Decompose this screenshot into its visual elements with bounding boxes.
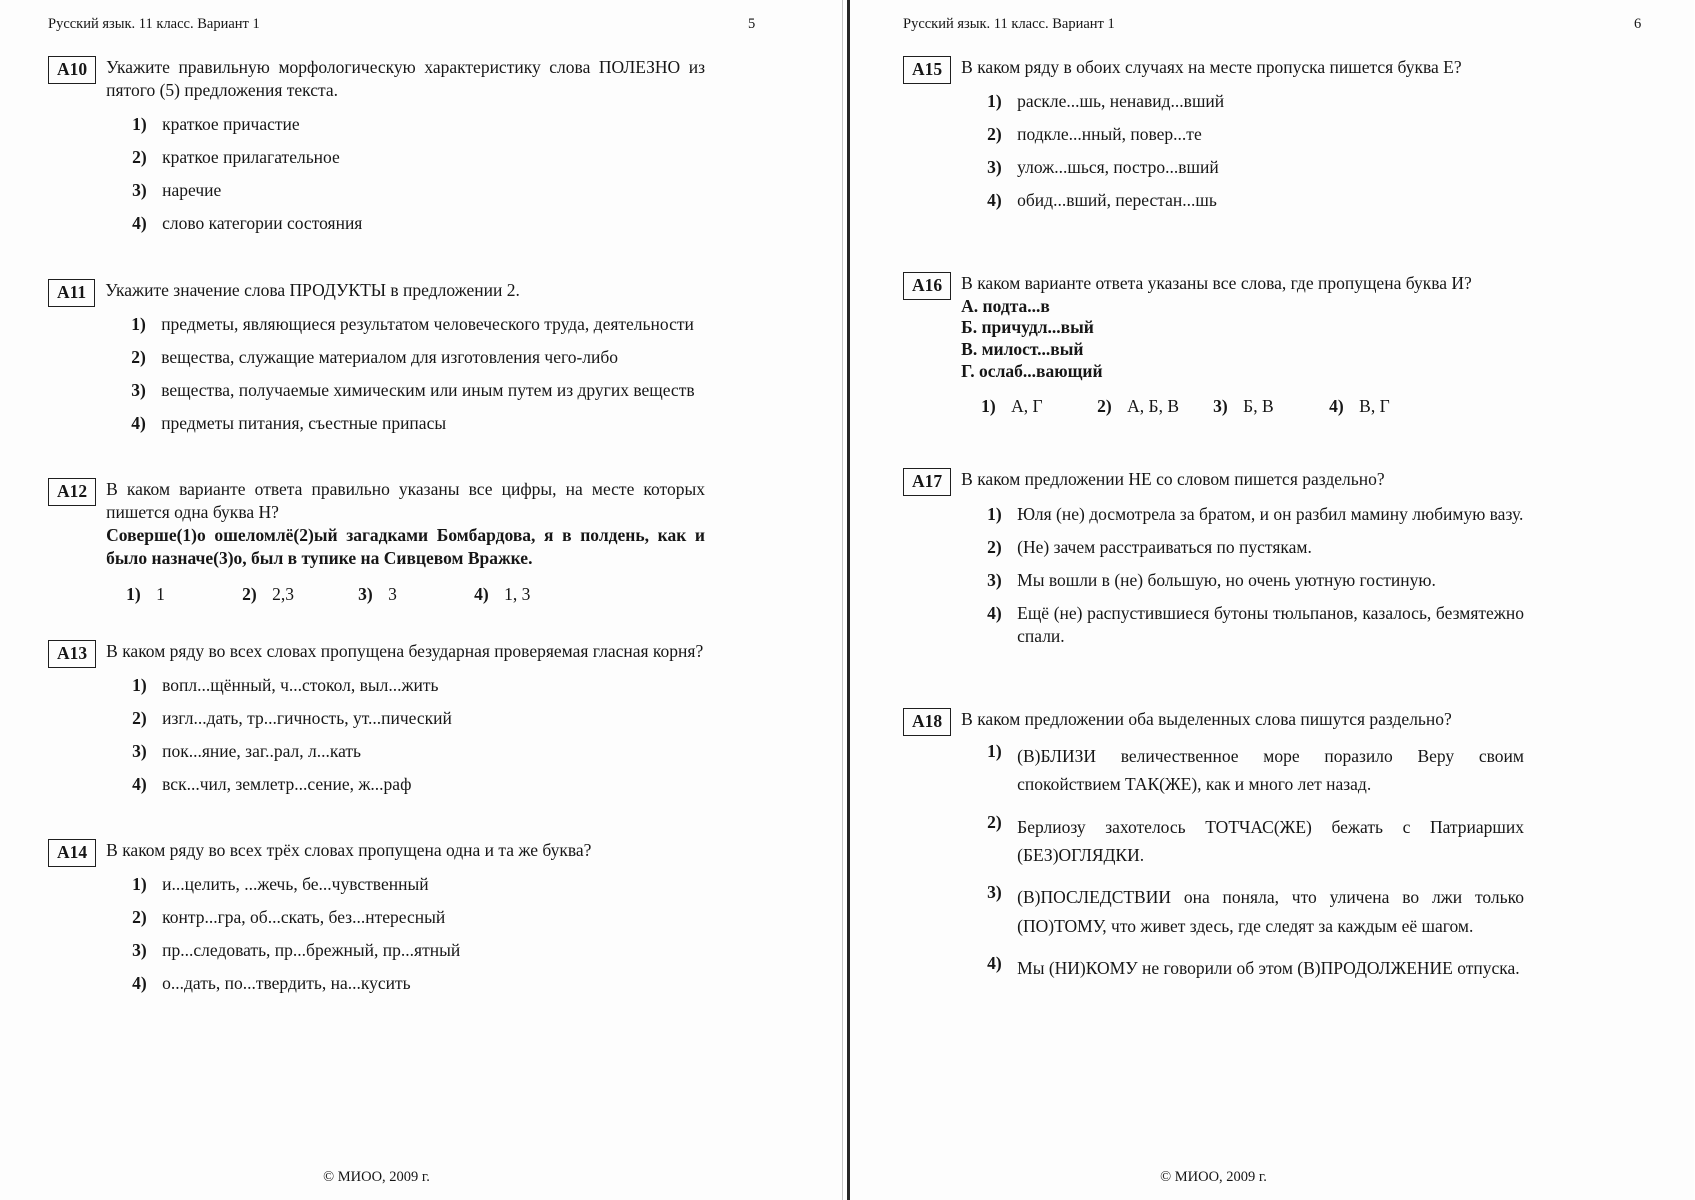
page-number: 5: [748, 16, 756, 32]
page: [0, 0, 843, 1200]
answer-option: [987, 602, 1524, 648]
option-text: вещества, служащие материалом для изготовления чего-либо: [161, 346, 619, 367]
question-block: [903, 708, 1524, 997]
question-id-badge: A10: [48, 56, 96, 84]
question-text: В каком варианте ответа правильно указаны все цифры, на месте которых пишется одна буква Н?: [106, 479, 705, 523]
option-number: 1): [132, 674, 147, 695]
question-text: В каком ряду во всех словах пропущена безударная проверяемая гласная корня?: [106, 640, 704, 661]
options-list: [981, 395, 1524, 418]
option-text: А, Г: [1011, 396, 1043, 417]
question-body: [106, 56, 705, 246]
page-footer: © МИОО, 2009 г.: [1160, 1169, 1267, 1185]
page-content: [48, 16, 756, 1005]
option-text: В, Г: [1359, 396, 1390, 417]
page-header-title: Русский язык. 11 класс. Вариант 1: [903, 16, 1115, 32]
option-text: предметы, являющиеся результатом человеческого труда, деятельности: [161, 313, 694, 334]
question-body: [961, 56, 1524, 222]
question-id-badge: A14: [48, 839, 96, 867]
letter-choices: [961, 296, 1524, 383]
answer-option: [131, 346, 705, 369]
page-footer: © МИОО, 2009 г.: [323, 1169, 430, 1185]
option-number: 3): [987, 569, 1002, 590]
answer-option: [1329, 395, 1390, 418]
option-text: 2,3: [272, 584, 295, 605]
option-number: 4): [1329, 396, 1344, 417]
option-number: 4): [131, 412, 146, 433]
option-number: 2): [242, 584, 257, 605]
question-text: Укажите правильную морфологическую характеристику слова ПОЛЕЗНО из пятого (5) предложения текста.: [106, 57, 705, 101]
answer-option: [987, 156, 1524, 179]
answer-option: [987, 90, 1524, 113]
answer-option: [987, 536, 1524, 559]
option-text: Мы вошли в (не) большую, но очень уютную гостиную.: [1017, 569, 1436, 590]
option-text: вск...чил, землетр...сение, ж...раф: [162, 773, 412, 794]
option-number: 2): [132, 907, 147, 928]
option-number: 4): [132, 773, 147, 794]
option-number: 1): [987, 503, 1002, 524]
option-text: 1: [156, 584, 165, 605]
option-number: 2): [987, 811, 1002, 832]
option-number: 1): [126, 584, 141, 605]
answer-option: [132, 773, 705, 796]
option-text: вещества, получаемые химическим или иным путем из других веществ: [161, 379, 695, 400]
options-list: [106, 674, 705, 796]
question-body: [961, 468, 1524, 658]
option-text: Б, В: [1243, 396, 1274, 417]
answer-option: [1097, 395, 1213, 418]
option-number: 4): [987, 602, 1002, 623]
question-block: [48, 56, 705, 246]
option-number: 1): [132, 114, 147, 135]
question-id-badge: A13: [48, 640, 96, 668]
option-number: 3): [132, 740, 147, 761]
options-list: [126, 583, 705, 606]
option-text: улож...шься, постро...вший: [1017, 157, 1219, 178]
answer-option: [987, 813, 1524, 870]
page-header: [903, 16, 1642, 36]
option-number: 3): [987, 882, 1002, 903]
question-text: В каком предложении оба выделенных слова пишутся раздельно?: [961, 708, 1452, 729]
options-list: [105, 313, 705, 435]
option-number: 3): [131, 379, 146, 400]
question-body: [961, 272, 1524, 418]
question-bold-sentence: Соверше(1)о ошеломлё(2)ый загадками Бомбардова, я в полдень, как и было назначе(3)о, был в тупике на Сивцевом Вражке.: [106, 525, 705, 569]
options-list: [961, 742, 1524, 982]
letter-item: Г. ослаб...вающий: [961, 360, 1103, 381]
question-block: [903, 272, 1524, 418]
option-number: 2): [987, 124, 1002, 145]
option-number: 3): [132, 180, 147, 201]
answer-option: [132, 179, 705, 202]
letter-item: В. милост...вый: [961, 338, 1084, 359]
options-list: [106, 113, 705, 235]
question-block: [48, 640, 705, 806]
option-text: Мы (НИ)КОМУ не говорили об этом (В)ПРОДОЛЖЕНИЕ отпуска.: [1017, 958, 1520, 979]
question-id-badge: A11: [48, 279, 95, 307]
answer-option: [126, 583, 242, 606]
option-text: (В)ПОСЛЕДСТВИИ она поняла, что уличена во лжи только (ПО)ТОМУ, что живет здесь, где следят за каждым её шагом.: [1017, 887, 1524, 936]
answer-option: [987, 123, 1524, 146]
option-number: 1): [987, 741, 1002, 762]
answer-option: [131, 412, 705, 435]
option-number: 3): [987, 157, 1002, 178]
question-body: [961, 708, 1524, 997]
page-header-title: Русский язык. 11 класс. Вариант 1: [48, 16, 260, 32]
option-text: пр...следовать, пр...брежный, пр...ятный: [162, 940, 461, 961]
question-block: [903, 56, 1524, 222]
answer-option: [358, 583, 474, 606]
option-number: 4): [987, 953, 1002, 974]
option-text: контр...гра, об...скать, без...нтересный: [162, 907, 446, 928]
option-text: и...целить, ...жечь, бе...чувственный: [162, 874, 429, 895]
answer-option: [981, 395, 1097, 418]
option-number: 3): [358, 584, 373, 605]
option-text: о...дать, по...твердить, на...кусить: [162, 973, 411, 994]
answer-option: [132, 674, 705, 697]
answer-option: [131, 379, 705, 402]
question-text: В каком предложении НЕ со словом пишется раздельно?: [961, 469, 1385, 490]
option-text: А, Б, В: [1127, 396, 1179, 417]
answer-option: [132, 972, 705, 995]
question-id-badge: A18: [903, 708, 951, 736]
question-body: [106, 478, 705, 606]
question-body: [106, 839, 705, 1005]
question-text: В каком ряду во всех трёх словах пропущена одна и та же буква?: [106, 839, 592, 860]
answer-option: [132, 740, 705, 763]
answer-option: [474, 583, 530, 606]
option-number: 1): [132, 874, 147, 895]
letter-item: Б. причудл...вый: [961, 317, 1094, 338]
option-number: 2): [987, 536, 1002, 557]
answer-option: [131, 313, 705, 336]
option-text: вопл...щённый, ч...стокол, выл...жить: [162, 674, 439, 695]
answer-option: [242, 583, 358, 606]
option-number: 2): [1097, 396, 1112, 417]
question-id-badge: A16: [903, 272, 951, 300]
option-number: 1): [131, 313, 146, 334]
option-number: 4): [474, 584, 489, 605]
option-number: 2): [132, 707, 147, 728]
option-text: Берлиозу захотелось ТОТЧАС(ЖЕ) бежать с Патриарших (БЕЗ)ОГЛЯДКИ.: [1017, 816, 1524, 866]
question-text: В каком ряду в обоих случаях на месте пропуска пишется буква Е?: [961, 57, 1462, 77]
option-text: 1, 3: [504, 584, 531, 605]
question-block: [903, 468, 1524, 658]
question-text: В каком варианте ответа указаны все слова, где пропущена буква И?: [961, 273, 1472, 294]
questions-list: [903, 56, 1524, 996]
options-list: [961, 503, 1524, 648]
option-number: 3): [132, 940, 147, 961]
answer-option: [132, 939, 705, 962]
option-number: 1): [987, 91, 1002, 112]
option-text: раскле...шь, ненавид...вший: [1017, 91, 1225, 112]
options-list: [961, 90, 1524, 212]
letter-item: А. подта...в: [961, 295, 1050, 316]
option-number: 2): [132, 147, 147, 168]
question-id-badge: A17: [903, 468, 951, 496]
question-id-badge: A15: [903, 56, 951, 84]
answer-option: [987, 189, 1524, 212]
option-text: Юля (не) досмотрела за братом, и он разбил мамину любимую вазу.: [1017, 503, 1524, 524]
answer-option: [132, 212, 705, 235]
option-number: 4): [987, 190, 1002, 211]
answer-option: [1213, 395, 1329, 418]
option-number: 4): [132, 973, 147, 994]
answer-option: [987, 742, 1524, 799]
option-text: Ещё (не) распустившиеся бутоны тюльпанов, казалось, безмятежно спали.: [1017, 602, 1524, 646]
page-content: [903, 16, 1642, 996]
option-text: краткое прилагательное: [162, 147, 340, 168]
question-text: Укажите значение слова ПРОДУКТЫ в предложении 2.: [105, 279, 520, 300]
answer-option: [132, 906, 705, 929]
questions-list: [48, 56, 705, 1005]
answer-option: [132, 707, 705, 730]
option-number: 4): [132, 213, 147, 234]
answer-option: [132, 113, 705, 136]
question-body: [105, 279, 705, 445]
page-number: 6: [1634, 16, 1642, 32]
option-text: слово категории состояния: [162, 213, 363, 234]
option-number: 1): [981, 396, 996, 417]
option-text: обид...вший, перестан...шь: [1017, 190, 1217, 211]
page: [847, 0, 1694, 1200]
question-block: [48, 279, 705, 445]
answer-option: [987, 503, 1524, 526]
answer-option: [132, 873, 705, 896]
option-text: краткое причастие: [162, 114, 300, 135]
option-text: подкле...нный, повер...те: [1017, 124, 1202, 145]
option-number: 2): [131, 346, 146, 367]
question-id-badge: A12: [48, 478, 96, 506]
answer-option: [132, 146, 705, 169]
option-text: (В)БЛИЗИ величественное море поразило Веру своим спокойствием ТАК(ЖЕ), как и много лет назад.: [1017, 746, 1524, 795]
page-header: [48, 16, 756, 36]
question-block: [48, 478, 705, 606]
option-text: пок...яние, заг..рал, л...кать: [162, 740, 362, 761]
answer-option: [987, 954, 1524, 982]
question-block: [48, 839, 705, 1005]
answer-option: [987, 883, 1524, 940]
option-text: 3: [388, 584, 397, 605]
options-list: [106, 873, 705, 995]
question-body: [106, 640, 705, 806]
option-text: наречие: [162, 180, 222, 201]
option-number: 3): [1213, 396, 1228, 417]
answer-option: [987, 569, 1524, 592]
option-text: предметы питания, съестные припасы: [161, 412, 447, 433]
option-text: изгл...дать, тр...гичность, ут...пический: [162, 707, 452, 728]
option-text: (Не) зачем расстраиваться по пустякам.: [1017, 536, 1312, 557]
